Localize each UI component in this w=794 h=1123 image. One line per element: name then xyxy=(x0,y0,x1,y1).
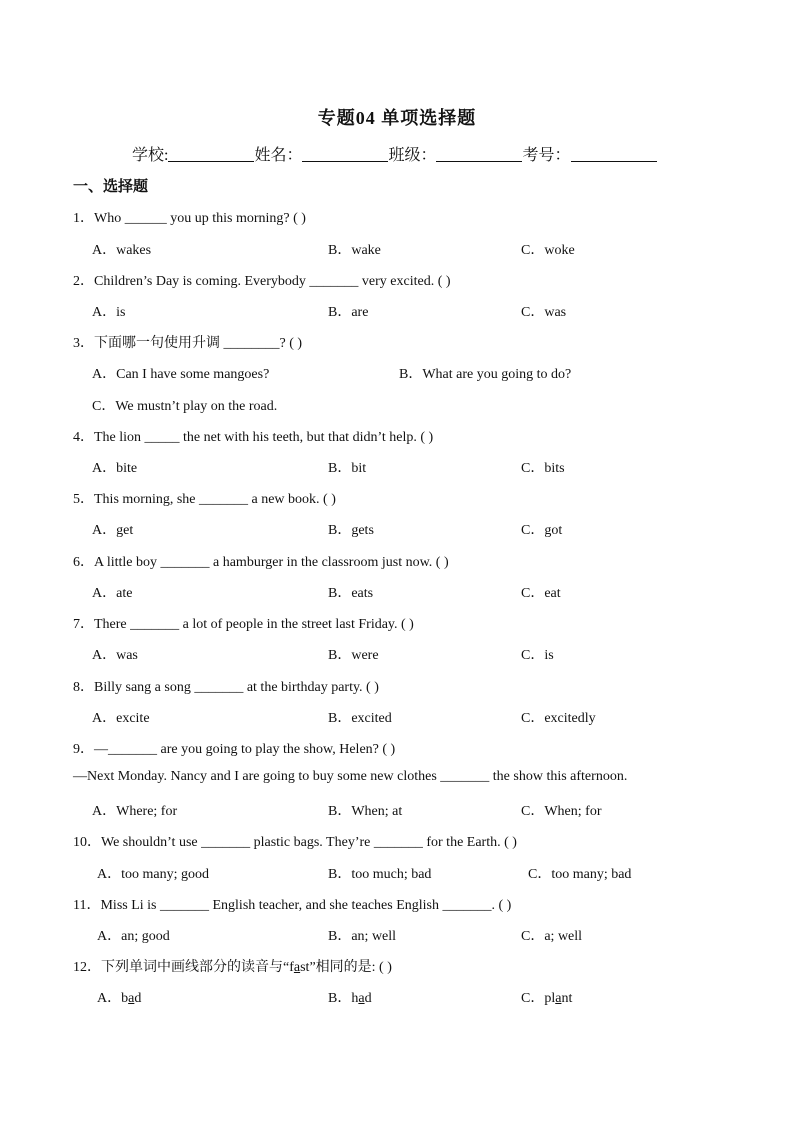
question-11-stem: 11．Miss Li is _______ English teacher, and she teaches English _______. ( ) xyxy=(73,898,512,913)
question-5-option-b[interactable]: B．gets xyxy=(328,523,374,538)
option-b-underlined: a xyxy=(358,991,365,1006)
question-11-option-b[interactable]: B．an; well xyxy=(328,929,397,944)
question-12-option-a[interactable] xyxy=(97,987,141,1007)
question-9-option-b[interactable]: B．When; at xyxy=(328,804,403,819)
question-12-stem-post: st”相同的是: ( ) xyxy=(300,960,392,975)
question-1-option-a[interactable]: A．wakes xyxy=(92,243,152,258)
name-label: 姓名： xyxy=(254,147,303,164)
student-info-line xyxy=(132,142,657,165)
section-title: 一、选择题 xyxy=(73,179,149,195)
question-3-option-b[interactable]: B．What are you going to do? xyxy=(399,367,572,382)
question-2-option-b[interactable]: B．are xyxy=(328,305,369,320)
question-8-option-b[interactable]: B．excited xyxy=(328,711,392,726)
question-7-option-c[interactable]: C．is xyxy=(521,648,554,663)
question-6-option-a[interactable]: A．ate xyxy=(92,586,133,601)
question-10-option-b[interactable]: B．too much; bad xyxy=(328,867,432,882)
question-12-stem-underlined: a xyxy=(293,960,301,975)
page-title: 专题04 单项选择题 xyxy=(317,108,477,128)
question-7-option-a[interactable]: A．was xyxy=(92,648,138,663)
question-5-option-a[interactable]: A．get xyxy=(92,523,134,538)
question-12-stem-pre: 12．下列单词中画线部分的读音与“f xyxy=(73,960,294,975)
question-7-stem: 7．There _______ a lot of people in the street last Friday. ( ) xyxy=(73,617,414,632)
question-7-option-b[interactable]: B．were xyxy=(328,648,379,663)
question-4-option-b[interactable]: B．bit xyxy=(328,461,367,476)
option-b-pre: B．h xyxy=(328,991,359,1006)
question-2-stem: 2．Children’s Day is coming. Everybody _______ very excited. ( ) xyxy=(73,274,451,289)
number-label: 考号： xyxy=(522,147,571,164)
class-blank[interactable] xyxy=(436,147,522,162)
question-6-stem: 6．A little boy _______ a hamburger in the classroom just now. ( ) xyxy=(73,555,449,570)
question-4-stem: 4．The lion _____ the net with his teeth, but that didn’t help. ( ) xyxy=(73,430,434,445)
question-1-option-b[interactable]: B．wake xyxy=(328,243,381,258)
question-12-stem xyxy=(73,956,392,976)
question-4-option-c[interactable]: C．bits xyxy=(521,461,565,476)
question-8-option-c[interactable]: C．excitedly xyxy=(521,711,596,726)
option-a-underlined: a xyxy=(128,991,135,1006)
question-2-option-c[interactable]: C．was xyxy=(521,305,567,320)
question-6-option-b[interactable]: B．eats xyxy=(328,586,374,601)
option-b-post: d xyxy=(364,991,372,1006)
school-label: 学校: xyxy=(132,147,169,164)
question-10-option-c[interactable]: C．too many; bad xyxy=(528,867,632,882)
question-10-stem: 10．We shouldn’t use _______ plastic bags. They’re _______ for the Earth. ( ) xyxy=(73,835,517,850)
question-8-option-a[interactable]: A．excite xyxy=(92,711,150,726)
question-5-option-c[interactable]: C．got xyxy=(521,523,563,538)
question-11-option-c[interactable]: C．a; well xyxy=(521,929,583,944)
question-8-stem: 8．Billy sang a song _______ at the birthday party. ( ) xyxy=(73,680,379,695)
question-3-option-a[interactable]: A．Can I have some mangoes? xyxy=(92,367,270,382)
question-5-stem: 5．This morning, she _______ a new book. ( ) xyxy=(73,492,336,507)
question-9-option-a[interactable]: A．Where; for xyxy=(92,804,178,819)
number-blank[interactable] xyxy=(571,147,657,162)
question-1-stem: 1．Who ______ you up this morning? ( ) xyxy=(73,211,306,226)
question-11-option-a[interactable]: A．an; good xyxy=(97,929,170,944)
question-2-option-a[interactable]: A．is xyxy=(92,305,126,320)
question-12-option-b[interactable] xyxy=(328,987,372,1007)
option-c-pre: C．pl xyxy=(521,991,556,1006)
question-4-option-a[interactable]: A．bite xyxy=(92,461,138,476)
option-a-post: d xyxy=(134,991,142,1006)
question-10-option-a[interactable]: A．too many; good xyxy=(97,867,209,882)
question-9-line2: —Next Monday. Nancy and I are going to buy some new clothes _______ the show this afternoon. xyxy=(73,769,628,784)
option-a-pre: A．b xyxy=(97,991,129,1006)
question-3-stem: 3．下面哪一句使用升调 ________? ( ) xyxy=(73,336,303,351)
question-9-stem: 9．—_______ are you going to play the show, Helen? ( ) xyxy=(73,742,396,757)
question-12-option-c[interactable] xyxy=(521,987,572,1007)
name-blank[interactable] xyxy=(302,147,388,162)
question-6-option-c[interactable]: C．eat xyxy=(521,586,561,601)
question-3-option-c[interactable]: C．We mustn’t play on the road. xyxy=(92,399,278,414)
class-label: 班级： xyxy=(388,147,437,164)
option-c-underlined: a xyxy=(555,991,562,1006)
question-1-option-c[interactable]: C．woke xyxy=(521,243,575,258)
question-9-option-c[interactable]: C．When; for xyxy=(521,804,602,819)
option-c-post: nt xyxy=(561,991,573,1006)
school-blank[interactable] xyxy=(168,147,254,162)
